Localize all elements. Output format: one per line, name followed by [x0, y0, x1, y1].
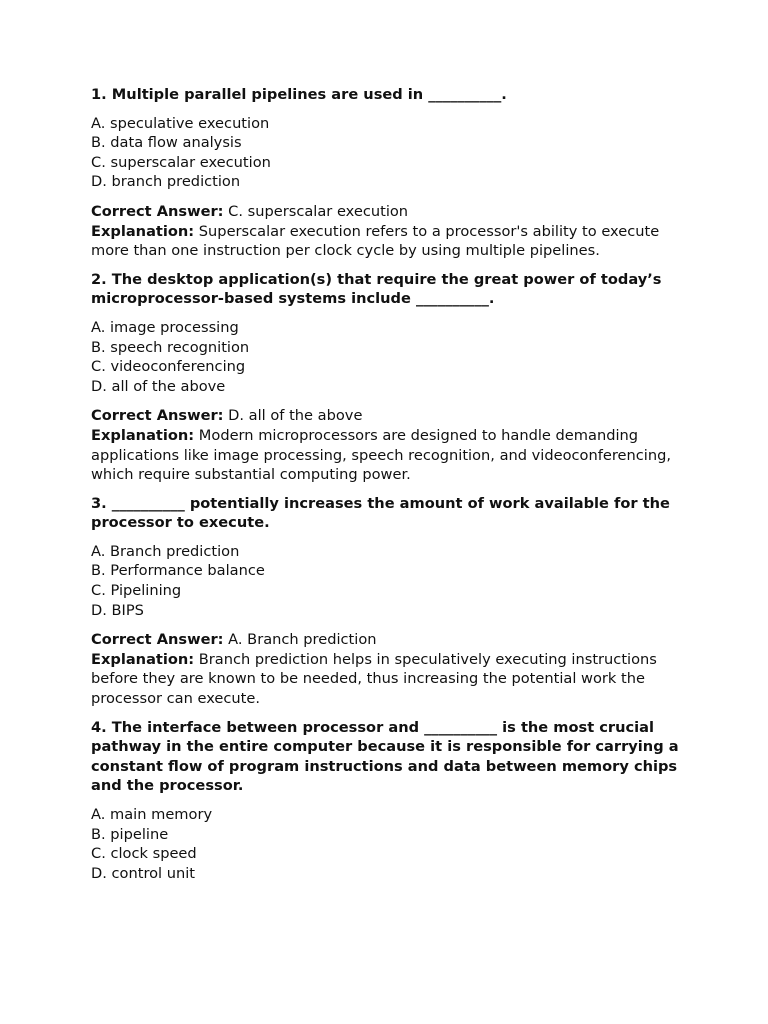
answer-block — [91, 202, 691, 261]
option-list — [91, 805, 691, 883]
question-block-4 — [91, 718, 691, 884]
correct-answer-value: D. all of the above — [228, 407, 363, 425]
correct-answer — [91, 406, 691, 426]
option-a: A. image processing — [91, 318, 239, 336]
question-block-2 — [91, 270, 691, 485]
explanation-text: Modern microprocessors are designed to handle demanding applications like image processing, speech recognition, and videoconferencing, which require substantial computing power. — [91, 426, 671, 484]
explanation-text: Branch prediction helps in speculatively executing instructions before they are known to be needed, thus increasing the potential work the processor can execute. — [91, 650, 657, 708]
question-text: 2. The desktop application(s) that require the great power of today’s microprocessor-based systems include __________. — [91, 270, 662, 308]
option-c: C. superscalar execution — [91, 153, 271, 171]
correct-answer-label: Correct Answer: — [91, 202, 224, 220]
question-block-1 — [91, 85, 691, 261]
option-c: C. videoconferencing — [91, 358, 246, 376]
correct-answer-label: Correct Answer: — [91, 631, 224, 649]
question-block-3 — [91, 494, 691, 709]
option-b: B. data flow analysis — [91, 134, 242, 152]
answer-block — [91, 630, 691, 708]
correct-answer-label: Correct Answer: — [91, 407, 224, 425]
option-d: D. BIPS — [91, 601, 144, 619]
explanation-text: Superscalar execution refers to a processor's ability to execute more than one instruction per clock cycle by using multiple pipelines. — [91, 222, 660, 260]
option-b: B. Performance balance — [91, 562, 265, 580]
correct-answer-value: C. superscalar execution — [228, 202, 409, 220]
question-text: 3. __________ potentially increases the amount of work available for the processor to execute. — [91, 494, 670, 532]
option-d: D. all of the above — [91, 377, 226, 395]
question-text: 1. Multiple parallel pipelines are used in __________. — [91, 86, 507, 103]
option-b: B. pipeline — [91, 825, 169, 843]
explanation — [91, 650, 691, 709]
option-a: A. Branch prediction — [91, 542, 240, 560]
explanation-label: Explanation: — [91, 650, 195, 668]
option-d: D. branch prediction — [91, 173, 241, 191]
option-d: D. control unit — [91, 864, 196, 882]
option-b: B. speech recognition — [91, 338, 250, 356]
answer-block — [91, 406, 691, 484]
correct-answer — [91, 202, 691, 222]
explanation — [91, 222, 691, 261]
option-c: C. clock speed — [91, 845, 197, 863]
correct-answer-value: A. Branch prediction — [228, 631, 377, 649]
option-list — [91, 318, 691, 396]
option-a: A. speculative execution — [91, 114, 270, 132]
option-list — [91, 542, 691, 620]
option-c: C. Pipelining — [91, 582, 182, 600]
explanation — [91, 426, 691, 485]
option-list — [91, 114, 691, 192]
explanation-label: Explanation: — [91, 426, 195, 444]
correct-answer — [91, 630, 691, 650]
explanation-label: Explanation: — [91, 222, 195, 240]
question-text: 4. The interface between processor and __________ is the most crucial pathway in the entire computer because it is responsible for carrying a constant flow of program instructions and data between memory chips and the processor. — [91, 718, 679, 795]
document-page — [91, 85, 691, 893]
option-a: A. main memory — [91, 806, 213, 823]
